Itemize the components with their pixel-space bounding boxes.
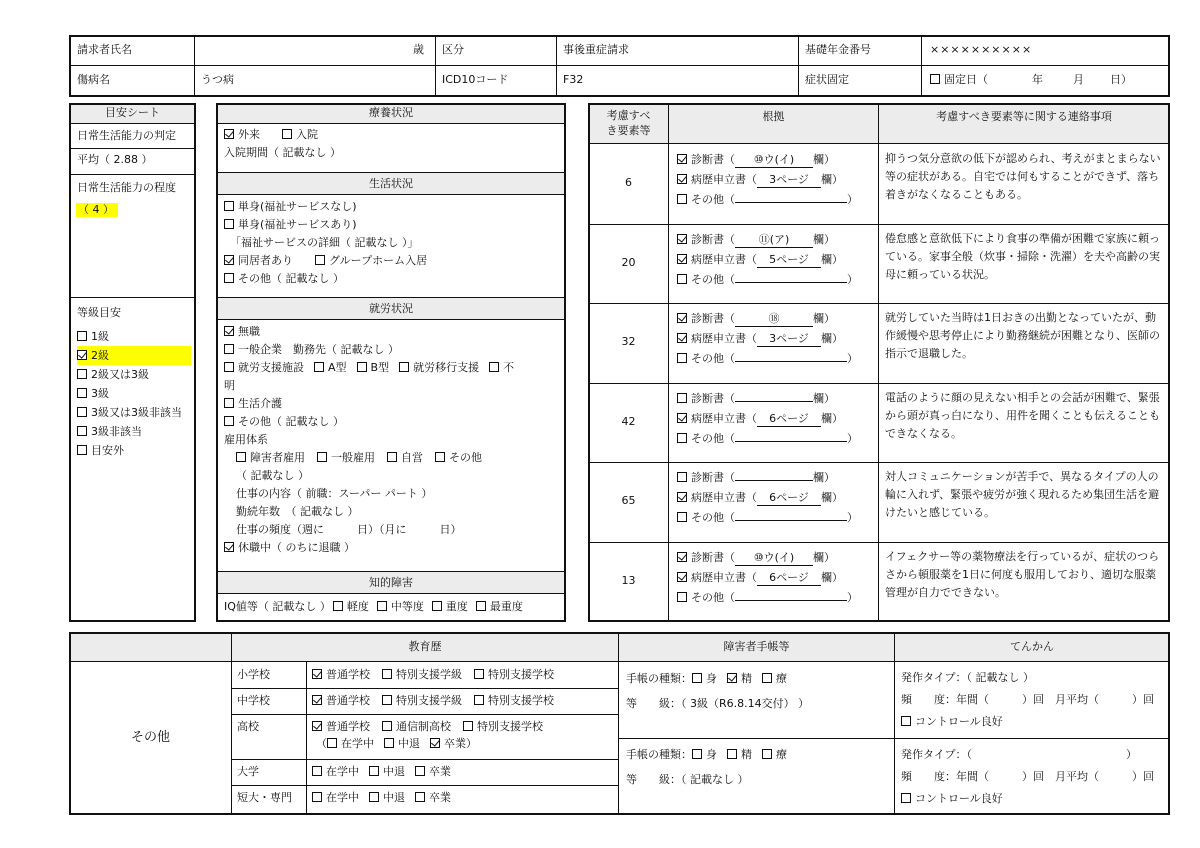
byoreki-ref: 6ページ — [757, 571, 821, 586]
shuro-shien-checkbox[interactable] — [224, 362, 234, 372]
chu-futsu-checkbox[interactable] — [312, 695, 322, 705]
byoreki-ref: 5ページ — [757, 253, 821, 268]
shindan-checkbox[interactable] — [677, 552, 687, 562]
chiteki-body: IQ値等（ 記載なし ） 軽度 中等度 重度 最重度 — [224, 600, 523, 613]
shuro-body: 無職 一般企業 勤務先（ 記載なし ） 就労支援施設 A型 B型 就労移行支援 不 明 生活介護 その他（ 記載なし ） 雇用体系 障害者雇用 一般雇用 自営 その他 （ 記載なし ） 仕事の内容（ 前職：スーパー パート ） 勤続年数 （ 記載なし ） 仕事の頻度（週に 日）（月に 日） 休職中（ のちに退職 ） — [224, 323, 560, 557]
byoreki-checkbox[interactable] — [677, 492, 687, 502]
edu-ko-status: （ 在学中 中退 卒業） — [316, 737, 477, 750]
tenkan-control-1: コントロール良好 — [901, 715, 1003, 729]
grade-checkbox[interactable] — [77, 388, 87, 398]
byoreki-checkbox[interactable] — [677, 572, 687, 582]
ippan-kigyo-checkbox[interactable] — [224, 344, 234, 354]
edu-tan-options: 在学中 中退 卒業 — [312, 791, 451, 805]
keido-checkbox[interactable] — [333, 601, 343, 611]
nyuin-checkbox[interactable] — [282, 129, 292, 139]
note-header: 考慮すべき要素等に関する連絡事項 — [936, 110, 1112, 123]
byoreki-ref: 6ページ — [757, 412, 821, 427]
other-checkbox[interactable] — [677, 592, 687, 602]
b-gata-checkbox[interactable] — [357, 362, 367, 372]
grade-checkbox[interactable] — [77, 369, 87, 379]
header-disease-label: 傷病名 — [77, 73, 110, 86]
tenkan-control-2: コントロール良好 — [901, 792, 1003, 806]
ryoyo-body: 外来 入院 入院期間（ 記載なし ） — [224, 126, 341, 162]
edu-chu: 中学校 — [237, 694, 270, 707]
tenkan-type-2: 発作タイプ：（ ） — [901, 748, 1137, 761]
factor-row-no: 32 — [621, 335, 636, 348]
teido-label: 日常生活能力の程度 — [77, 181, 176, 194]
header-pension-no-value: ×××××××××× — [930, 43, 1033, 56]
a-gata-checkbox[interactable] — [314, 362, 324, 372]
chiteki-title: 知的障害 — [369, 576, 413, 589]
kyushoku-checkbox[interactable] — [224, 542, 234, 552]
other-checkbox[interactable] — [677, 194, 687, 204]
header-age-unit: 歳 — [413, 43, 424, 56]
byoreki-ref: 3ページ — [757, 173, 821, 188]
tenkan-freq-1: 頻 度：年間（ ）回 月平均（ ）回 — [901, 693, 1154, 706]
shindan-ref: ⑩ウ(イ) — [735, 153, 813, 168]
shindan-checkbox[interactable] — [677, 472, 687, 482]
shogaisha-koyo-checkbox[interactable] — [236, 452, 246, 462]
shigoto-hindo: 仕事の頻度（週に 日）（月に 日） — [236, 523, 462, 536]
header-icd-label: ICD10コード — [442, 73, 509, 86]
grade-checkbox[interactable] — [77, 426, 87, 436]
judo-checkbox[interactable] — [432, 601, 442, 611]
mushoku-checkbox[interactable] — [224, 326, 234, 336]
ko-zaigaku-checkbox[interactable] — [327, 738, 337, 748]
techo-kyu-2: 等 級：（ 記載なし ） — [626, 773, 749, 786]
other-ref — [735, 441, 847, 442]
other-ref — [735, 282, 847, 283]
saijudo-checkbox[interactable] — [476, 601, 486, 611]
techo2-sei-checkbox[interactable] — [727, 749, 737, 759]
sho-tokubetsu-ko-checkbox[interactable] — [474, 669, 484, 679]
header-disease-value: うつ病 — [201, 73, 234, 86]
other-checkbox[interactable] — [677, 274, 687, 284]
shindan-ref: ⑱ — [735, 312, 813, 327]
chu-tokubetsu-kyu-checkbox[interactable] — [382, 695, 392, 705]
factor-row-basis: 診断書（ ⑱ 欄） 病歴申立書（ 3ページ 欄） その他（ ） — [677, 309, 873, 369]
koyo-detail: （ 記載なし ） — [236, 469, 309, 482]
shuro-title: 就労状況 — [369, 302, 413, 315]
ko-tsushin-checkbox[interactable] — [382, 721, 392, 731]
header-category-label: 区分 — [442, 43, 464, 56]
seikatsu-title: 生活状況 — [369, 177, 413, 190]
seikatsu-other-checkbox[interactable] — [224, 273, 234, 283]
grade-checkbox[interactable] — [77, 407, 87, 417]
shindan-checkbox[interactable] — [677, 234, 687, 244]
seikatsu-kaigo-checkbox[interactable] — [224, 398, 234, 408]
byoreki-checkbox[interactable] — [677, 413, 687, 423]
ryoyo-title: 療養状況 — [369, 106, 413, 119]
teido-value: （ 4 ） — [76, 203, 118, 217]
factor-row-note: イフェクサー等の薬物療法を行っているが、症状のつらさから頓服薬を1日に何度も服用しており、適切な服薬管理が自力でできない。 — [885, 550, 1160, 599]
shindan-ref — [735, 480, 813, 481]
factor-row-note: 倦怠感と意欲低下により食事の準備が困難で家族に頼っている。家事全般（炊事・掃除・洗濯）を夫や高齢の実母に頼っている状況。 — [885, 232, 1160, 281]
byoreki-ref: 3ページ — [757, 332, 821, 347]
factor-row-basis: 診断書（ 欄） 病歴申立書（ 6ページ 欄） その他（ ） — [677, 468, 873, 528]
edu-title: 教育歴 — [408, 640, 442, 653]
ippan-koyo-checkbox[interactable] — [317, 452, 327, 462]
factor-row-no: 6 — [625, 176, 632, 189]
factor-row-basis: 診断書（ ⑪(ア) 欄） 病歴申立書（ 5ページ 欄） その他（ ） — [677, 230, 873, 290]
factor-row-no: 13 — [621, 574, 636, 587]
sho-tokubetsu-kyu-checkbox[interactable] — [382, 669, 392, 679]
other-checkbox[interactable] — [677, 512, 687, 522]
edu-sho-options: 普通学校 特別支援学級 特別支援学校 — [312, 668, 554, 682]
header-fixed-value: 固定日（ 年 月 日） — [930, 73, 1132, 87]
fumei-wrap: 明 — [224, 379, 235, 392]
chu-tokubetsu-ko-checkbox[interactable] — [474, 695, 484, 705]
chutodo-checkbox[interactable] — [377, 601, 387, 611]
grouphome-checkbox[interactable] — [315, 255, 325, 265]
factor-row-no: 20 — [621, 256, 636, 269]
seikatsu-body: 単身(福祉サービスなし) 単身(福祉サービスあり) 「福祉サービスの詳細（ 記載なし ）」 同居者あり グループホーム入居 その他（ 記載なし ） — [224, 198, 427, 288]
edu-ko: 高校 — [237, 720, 259, 733]
other-checkbox[interactable] — [677, 433, 687, 443]
control-2-checkbox[interactable] — [901, 793, 911, 803]
ko-tokubetsu-ko-checkbox[interactable] — [463, 721, 473, 731]
shuro-other-checkbox[interactable] — [224, 416, 234, 426]
header-fixed-label: 症状固定 — [805, 73, 849, 86]
shindan-ref: ⑪(ア) — [735, 233, 813, 248]
iko-shien-checkbox[interactable] — [399, 362, 409, 372]
shindan-ref — [735, 401, 813, 402]
byoreki-checkbox[interactable] — [677, 174, 687, 184]
single-service-checkbox[interactable] — [224, 219, 234, 229]
header-category-value: 事後重症請求 — [563, 43, 629, 56]
byoreki-ref: 6ページ — [757, 491, 821, 506]
other-ref — [735, 520, 847, 521]
hantei-label: 日常生活能力の判定 — [77, 129, 176, 142]
factor-row-no: 65 — [621, 494, 636, 507]
other-ref — [735, 361, 847, 362]
dai-zaigaku-checkbox[interactable] — [312, 766, 322, 776]
tan-chutai-checkbox[interactable] — [369, 792, 379, 802]
factor-row-note: 就労していた当時は1日おきの出勤となっていたが、動作緩慢や思考停止により勤務継続が困難となり、医師の指示で退職した。 — [885, 311, 1160, 360]
jiei-checkbox[interactable] — [387, 452, 397, 462]
factor-row-no: 42 — [621, 415, 636, 428]
header-icd-value: F32 — [563, 73, 584, 86]
edu-dai-options: 在学中 中退 卒業 — [312, 765, 451, 779]
byoreki-checkbox[interactable] — [677, 333, 687, 343]
tan-sotsugyo-checkbox[interactable] — [415, 792, 425, 802]
factor-row-note: 抑うつ気分意欲の低下が認められ、考えがまとまらない等の症状がある。自宅では何もすることができず、落ち着きがなくなることもある。 — [885, 152, 1161, 201]
ko-chutai-checkbox[interactable] — [384, 738, 394, 748]
tan-zaigaku-checkbox[interactable] — [312, 792, 322, 802]
techo-kind-1: 手帳の種類： 身 精 療 — [626, 672, 787, 685]
service-detail: 「福祉サービスの詳細（ 記載なし ）」 — [230, 236, 419, 249]
other-checkbox[interactable] — [677, 353, 687, 363]
grade-checkbox[interactable] — [77, 331, 87, 341]
fumei-checkbox[interactable] — [489, 362, 499, 372]
grade-checkbox[interactable] — [77, 445, 87, 455]
fixed-date-checkbox[interactable] — [930, 74, 940, 84]
factor-row-note: 電話のように顔の見えない相手との会話が困難で、緊張から頭が真っ白になり、用件を聞くことも伝えることもできなくなる。 — [885, 391, 1160, 440]
techo-title: 障害者手帳等 — [723, 640, 790, 653]
edu-ko-options: 普通学校 通信制高校 特別支援学校 — [312, 720, 543, 734]
ko-futsu-checkbox[interactable] — [312, 721, 322, 731]
header-pension-no-label: 基礎年金番号 — [805, 43, 871, 56]
factor-row-note: 対人コミュニケーションが苦手で、異なるタイプの人の輪に入れず、緊張や疲労が強く現れるため集団生活を避けたいと感じている。 — [885, 470, 1160, 519]
grade-checkbox-checked[interactable] — [77, 350, 87, 360]
factor-row-basis: 診断書（ 欄） 病歴申立書（ 6ページ 欄） その他（ ） — [677, 389, 873, 449]
gairai-checkbox[interactable] — [224, 129, 234, 139]
grade-list: 1級 2級 2級又は3級 3級 3級又は3級非該当 3級非該当 目安外 — [77, 327, 191, 460]
sonota-label: その他 — [130, 730, 170, 745]
grade-label: 等級目安 — [77, 306, 121, 319]
edu-dai: 大学 — [237, 765, 259, 778]
factor-no-header: 考慮すべき要素等 — [606, 109, 651, 137]
koyo-other-checkbox[interactable] — [435, 452, 445, 462]
edu-tan: 短大・専門 — [237, 791, 292, 804]
techo1-sei-checkbox[interactable] — [727, 673, 737, 683]
shindan-checkbox[interactable] — [677, 393, 687, 403]
dai-chutai-checkbox[interactable] — [369, 766, 379, 776]
shindan-checkbox[interactable] — [677, 313, 687, 323]
shindan-ref: ⑩ウ(イ) — [735, 551, 813, 566]
koyo-label: 雇用体系 — [224, 433, 268, 446]
tenkan-type-1: 発作タイプ：（ 記載なし ） — [901, 671, 1034, 684]
sho-futsu-checkbox[interactable] — [312, 669, 322, 679]
dai-sotsugyo-checkbox[interactable] — [415, 766, 425, 776]
header-name-label: 請求者氏名 — [77, 43, 132, 56]
tenkan-title: てんかん — [1010, 640, 1054, 653]
other-ref — [735, 600, 847, 601]
techo-kyu-1: 等 級：（ 3級（R6.8.14交付） ） — [626, 697, 810, 710]
techo2-ryo-checkbox[interactable] — [762, 749, 772, 759]
shigoto-naiyo: 仕事の内容（ 前職：スーパー パート ） — [236, 487, 433, 500]
other-ref — [735, 202, 847, 203]
cohabit-checkbox[interactable] — [224, 255, 234, 265]
meyasu-title: 目安シート — [105, 106, 160, 119]
edu-chu-options: 普通学校 特別支援学級 特別支援学校 — [312, 694, 554, 708]
techo1-shin-checkbox[interactable] — [692, 673, 702, 683]
shindan-checkbox[interactable] — [677, 154, 687, 164]
techo1-ryo-checkbox[interactable] — [762, 673, 772, 683]
ko-sotsugyo-checkbox[interactable] — [430, 738, 440, 748]
factor-row-basis: 診断書（ ⑩ウ(イ) 欄） 病歴申立書（ 6ページ 欄） その他（ ） — [677, 548, 873, 608]
hantei-value: 平均（ 2.88 ） — [77, 153, 153, 166]
techo2-shin-checkbox[interactable] — [692, 749, 702, 759]
kinzoku-nensu: 勤続年数 （ 記載なし ） — [236, 505, 359, 518]
control-1-checkbox[interactable] — [901, 716, 911, 726]
edu-sho: 小学校 — [237, 668, 270, 681]
techo-kind-2: 手帳の種類： 身 精 療 — [626, 748, 787, 761]
byoreki-checkbox[interactable] — [677, 254, 687, 264]
nyuin-kikan: 入院期間（ 記載なし ） — [224, 146, 341, 159]
basis-header: 根拠 — [762, 110, 785, 123]
tenkan-freq-2: 頻 度：年間（ ）回 月平均（ ）回 — [901, 770, 1154, 783]
factor-row-basis: 診断書（ ⑩ウ(イ) 欄） 病歴申立書（ 3ページ 欄） その他（ ） — [677, 150, 873, 210]
single-no-service-checkbox[interactable] — [224, 201, 234, 211]
